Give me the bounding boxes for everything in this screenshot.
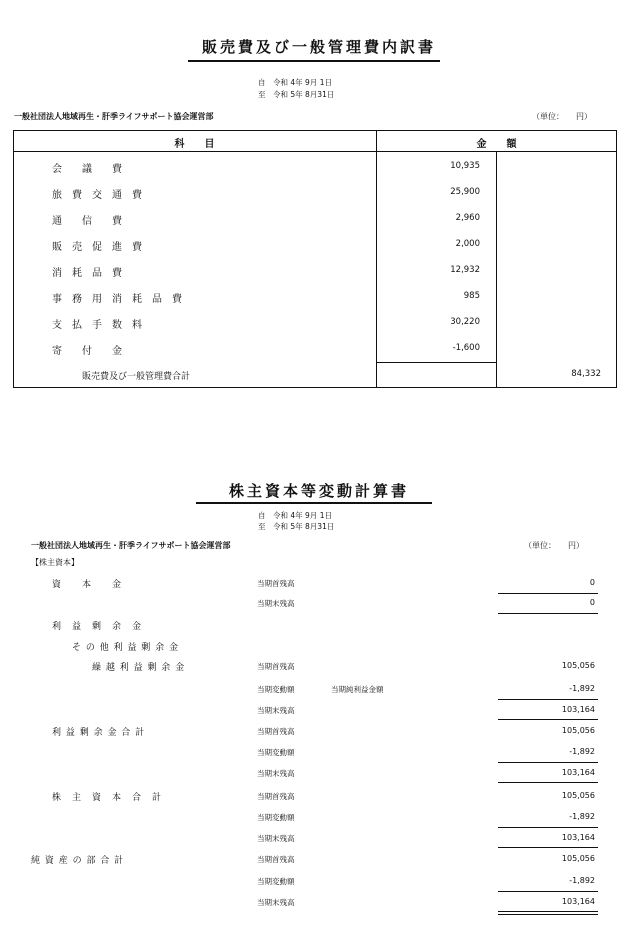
statement1-row-amount: 10,935 [450,161,480,171]
carried-begin-value: 105,056 [561,661,595,670]
statement1-col-divider-2 [496,151,497,388]
retained-total-begin-value: 105,056 [561,726,595,735]
net-assets-end-rule [498,911,598,912]
statement1-row-amount: 985 [463,291,480,301]
carried-retained-earnings-label: 繰 越 利 益 剰 余 金 [92,663,186,673]
statement1-header-item: 科 目 [174,139,215,150]
statement1-unit: （単位： 円） [532,112,592,121]
statement2-period-from: 自 令和 4年 9月 1日 [258,511,332,520]
net-assets-change-rule [498,891,598,892]
carried-end-rule [498,719,598,720]
net-assets-end-label: 当期末残高 [257,898,295,907]
retained-total-end-rule [498,782,598,783]
net-assets-end-double-rule [498,914,598,915]
other-retained-earnings-label: そ の 他 利 益 剰 余 金 [72,643,180,653]
statement1-period-from: 自 令和 4年 9月 1日 [258,78,332,87]
statement1-col-divider-1 [376,130,377,388]
statement1-row-amount: -1,600 [452,343,480,353]
carried-end-label: 当期末残高 [257,706,295,715]
capital-end-value: 0 [589,598,595,607]
statement1-total-amount: 84,332 [571,369,601,379]
statement2-unit: （単位： 円） [524,541,584,550]
retained-total-end-value: 103,164 [561,768,595,777]
statement1-row-label: 事 務 用 消 耗 品 費 [52,294,182,305]
equity-total-begin-value: 105,056 [561,791,595,800]
equity-total-label: 株 主 資 本 合 計 [52,793,163,803]
statement1-row-label: 通 信 費 [52,216,122,227]
retained-earnings-label: 利 益 剰 余 金 [52,622,143,632]
statement1-period-to: 至 令和 5年 8月31日 [258,90,335,99]
equity-total-change-label: 当期変動額 [257,813,295,822]
statement1-row-amount: 30,220 [450,317,480,327]
net-assets-begin-value: 105,056 [561,854,595,863]
retained-total-begin-label: 当期首残高 [257,727,295,736]
statement1-row-amount: 2,000 [455,239,480,249]
retained-total-end-label: 当期末残高 [257,769,295,778]
statement1-organization: 一般社団法人地域再生・肝季ライフサポート協会運営部 [14,112,214,121]
equity-total-change-rule [498,827,598,828]
carried-change-value: -1,892 [569,684,595,693]
statement2-period-to: 至 令和 5年 8月31日 [258,522,335,531]
net-assets-begin-label: 当期首残高 [257,855,295,864]
net-assets-change-label: 当期変動額 [257,877,295,886]
statement1-total-divider [376,362,496,363]
statement1-row-label: 会 議 費 [52,164,122,175]
statement1-title: 販売費及び一般管理費内訳書 [201,38,436,56]
capital-end-rule [498,613,598,614]
statement1-row-label: 支 払 手 数 料 [52,320,142,331]
equity-total-begin-label: 当期首残高 [257,792,295,801]
statement1-total-label: 販売費及び一般管理費合計 [82,372,191,382]
carried-change-sublabel: 当期純利益金額 [331,685,384,694]
statement1-row-label: 旅 費 交 通 費 [52,190,142,201]
statement2-title: 株主資本等変動計算書 [228,482,409,500]
capital-begin-value: 0 [589,578,595,587]
statement1-row-amount: 25,900 [450,187,480,197]
statement1-header-amount: 金 額 [476,139,517,150]
retained-total-change-label: 当期変動額 [257,748,295,757]
statement1-row-amount: 2,960 [455,213,480,223]
statement1-row-label: 消 耗 品 費 [52,268,122,279]
statement1-row-label: 販 売 促 進 費 [52,242,142,253]
statement1-row-amount: 12,932 [450,265,480,275]
carried-end-value: 103,164 [561,705,595,714]
retained-total-label: 利 益 剰 余 金 合 計 [52,728,146,738]
net-assets-total-label: 純 資 産 の 部 合 計 [31,856,125,866]
statement1-row-label: 寄 付 金 [52,346,122,357]
net-assets-change-value: -1,892 [569,876,595,885]
capital-begin-rule [498,593,598,594]
statement2-organization: 一般社団法人地域再生・肝季ライフサポート協会運営部 [31,541,231,550]
capital-begin-label: 当期首残高 [257,579,295,588]
carried-begin-label: 当期首残高 [257,662,295,671]
carried-change-label: 当期変動額 [257,685,295,694]
statement2-title-underline [196,502,432,504]
retained-total-change-rule [498,762,598,763]
statement1-title-underline [188,60,440,62]
capital-end-label: 当期末残高 [257,599,295,608]
net-assets-end-value: 103,164 [561,897,595,906]
statement1-header-divider [13,151,617,152]
equity-total-change-value: -1,892 [569,812,595,821]
capital-label: 資 本 金 [52,580,123,590]
statement2-section-label: 【株主資本】 [31,558,79,567]
equity-total-end-value: 103,164 [561,833,595,842]
equity-total-end-rule [498,847,598,848]
carried-change-rule [498,699,598,700]
retained-total-change-value: -1,892 [569,747,595,756]
equity-total-end-label: 当期末残高 [257,834,295,843]
